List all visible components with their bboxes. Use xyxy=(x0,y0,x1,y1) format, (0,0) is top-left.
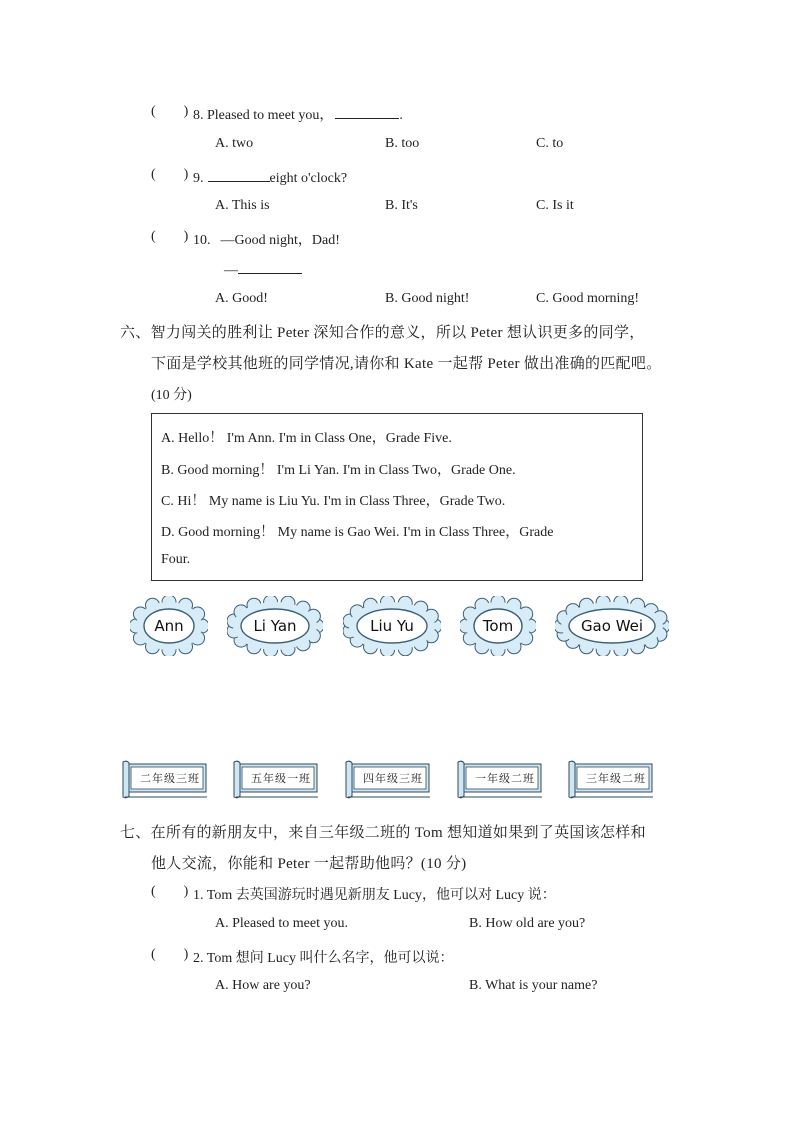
q9-option-a[interactable]: A. This is xyxy=(215,198,270,213)
part7-title-line1: 七、在所有的新朋友中，来自三年级二班的 Tom 想知道如果到了英国该怎样和 xyxy=(120,825,646,841)
q10-stem: 10. —Good night，Dad! xyxy=(193,233,340,248)
name-badge-tom[interactable]: Tom xyxy=(460,596,536,656)
q8-stem: 8. Pleased to meet you， . xyxy=(193,104,403,124)
p7-q2-option-b[interactable]: B. What is your name? xyxy=(469,978,598,993)
q9-paren[interactable]: ( ) xyxy=(151,167,189,182)
info-line-c: C. Hi！ My name is Liu Yu. I'm in Class Three，Grade Two. xyxy=(161,494,506,509)
q9-option-c[interactable]: C. Is it xyxy=(536,198,574,213)
p7-q2-paren[interactable]: ( ) xyxy=(151,947,189,962)
class-scroll-4[interactable]: 一年级二班 xyxy=(457,760,545,800)
p7-q1-option-a[interactable]: A. Pleased to meet you. xyxy=(215,916,348,931)
q10-option-c[interactable]: C. Good morning! xyxy=(536,291,640,306)
part7-title-line2: 他人交流，你能和 Peter 一起帮助他吗？(10 分) xyxy=(151,856,467,872)
q8-blank[interactable] xyxy=(335,104,399,119)
info-line-d: D. Good morning！ My name is Gao Wei. I'm in Class Three，Grade xyxy=(161,525,554,540)
q9-blank[interactable] xyxy=(208,167,270,182)
p7-q1-stem: 1. Tom 去英国游玩时遇见新朋友 Lucy，他可以对 Lucy 说： xyxy=(193,888,556,903)
info-line-d-cont: Four. xyxy=(161,552,191,567)
class-scroll-5[interactable]: 三年级二班 xyxy=(568,760,656,800)
p7-q2-option-a[interactable]: A. How are you? xyxy=(215,978,311,993)
name-badge-liu-yu[interactable]: Liu Yu xyxy=(343,596,441,656)
q8-option-a[interactable]: A. two xyxy=(215,136,254,151)
part6-title-line1: 六、智力闯关的胜利让 Peter 深知合作的意义，所以 Peter 想认识更多的同学， xyxy=(120,325,645,341)
p7-q2-stem: 2. Tom 想问 Lucy 叫什么名字，他可以说： xyxy=(193,951,454,966)
q10-option-b[interactable]: B. Good night! xyxy=(385,291,470,306)
name-badge-ann[interactable]: Ann xyxy=(130,596,208,656)
name-badge-gao-wei[interactable]: Gao Wei xyxy=(555,596,669,656)
part6-title-line2: 下面是学校其他班的同学情况,请你和 Kate 一起帮 Peter 做出准确的匹配吧。 xyxy=(151,356,662,372)
q9-stem: 9. eight o'clock? xyxy=(193,167,347,187)
q8-option-b[interactable]: B. too xyxy=(385,136,420,151)
class-scroll-2[interactable]: 五年级一班 xyxy=(233,760,321,800)
class-scroll-1[interactable]: 二年级三班 xyxy=(122,760,210,800)
class-scroll-3[interactable]: 四年级三班 xyxy=(345,760,433,800)
name-badge-li-yan[interactable]: Li Yan xyxy=(227,596,323,656)
info-line-b: B. Good morning！ I'm Li Yan. I'm in Class Two，Grade One. xyxy=(161,463,516,478)
info-line-a: A. Hello！ I'm Ann. I'm in Class One，Grade Five. xyxy=(161,431,452,446)
q10-paren[interactable]: ( ) xyxy=(151,229,189,244)
p7-q1-option-b[interactable]: B. How old are you? xyxy=(469,916,586,931)
q8-option-c[interactable]: C. to xyxy=(536,136,564,151)
q9-option-b[interactable]: B. It's xyxy=(385,198,418,213)
q10-blank[interactable] xyxy=(238,259,302,274)
q8-paren[interactable]: ( ) xyxy=(151,104,189,119)
part6-score: (10 分) xyxy=(151,388,192,403)
q10-option-a[interactable]: A. Good! xyxy=(215,291,268,306)
p7-q1-paren[interactable]: ( ) xyxy=(151,884,189,899)
q10-reply: — xyxy=(224,259,302,279)
